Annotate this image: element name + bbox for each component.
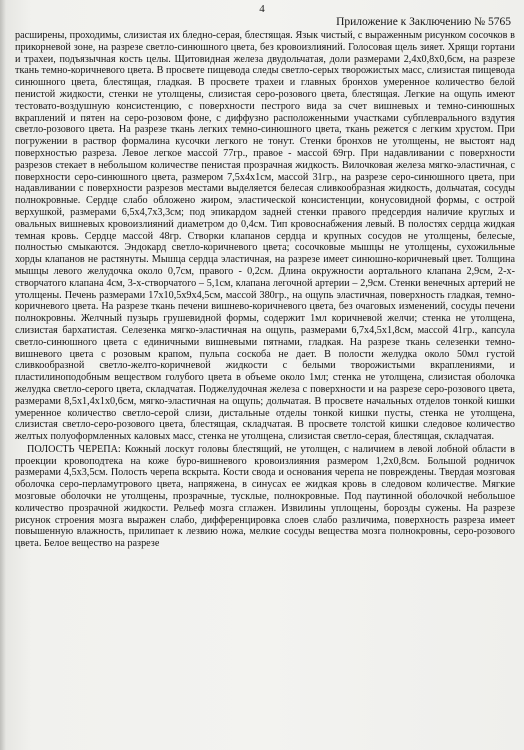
page-number: 4 bbox=[259, 3, 265, 15]
document-body bbox=[15, 30, 515, 550]
scan-edge-shadow bbox=[0, 0, 6, 750]
appendix-header: Приложение к Заключению № 5765 bbox=[336, 16, 511, 28]
paragraph-organs: расширены, проходимы, слизистая их бледно-серая, блестящая. Язык чистый, с выраженным рисунком сосочков в прикорневой зоне, на разрезе светло-синюшного цвета, без кровоизлияний. Голосовая щель зияет. Хрящи гортани и трахеи, подъязычная кость целы. Щитовидная железа двудольчатая, доли размерами 2,4х0,8х0,6см, на разрезе ткань темно-коричневого цвета. В просвете пищевода следы светло-серых творожистых масс, слизистая пищевода синюшного цвета, блестящая, гладкая. В просвете трахеи и главных бронхов умеренное количество белой пенистой жидкости, стенки не утолщены, слизистая серо-розового цвета, блестящая. Легкие на ощупь имеют тестовато-воздушную консистенцию, с поверхности пестрого вида за счет вишневых и темно-синюшных вкраплений и пятен на серо-розовом фоне, с диффузно расположенными участками субплеврального вздутия светло-розового цвета. На разрезе ткань легких темно-синюшного цвета, ткань режется с легким хрустом. При погружении в раствор формалина кусочки легкого не тонут. Стенки бронхов не утолщены, не выстоят над поверхностью разреза. Левое легкое массой 77гр., правое - массой 69гр. При надавливании с поверхности разрезов стекает в небольшом количестве пенистая прозрачная жидкость. Вилочковая железа мягко-эластичная, с поверхности серо-синюшного цвета, размером 7,5х4х1см, массой 31гр., на разрезе серо-синюшного цвета, при надавливании с поверхности разрезов местами выделяется белесая сливкообразная жидкость, дольчатая, сосуды полнокровные. Сердце слабо обложено жиром, эластической консистенции, конусовидной формы, с острой верхушкой, размерами 6,5х4,7х3,3см; под эпикардом задней стенки правого предсердия наличие круглых и овальных вишневых кровоизлияний диаметром до 0,4см. Тип кровоснабжения левый. В полостях сердца жидкая темная кровь. Сердце массой 48гр. Створки клапанов сердца и крупных сосудов не утолщены, белесые, полностью смыкаются. Эндокард светло-коричневого цвета; сосочковые мышцы не утолщены, сухожильные хорды клапанов не растянуты. Мышца сердца эластичная, на разрезе имеет синюшно-коричневый цвет. Толщина мышцы левого желудочка около 0,7см, правого - 0,2см. Длина окружности аортального клапана 2,9см, 2-х-створчатого клапана 4см, 3-х-створчатого – 5,1см, клапана легочной артерии – 2,9см. Стенки венечных артерий не утолщены. Печень размерами 17х10,5х9х4,5см, массой 380гр., на ощупь эластичная, поверхность гладкая, темно-коричневого цвета. На разрезе ткань печени вишнево-коричневого цвета, без очаговых изменений, сосуды печени полнокровны. Желчный пузырь грушевидной формы, содержит 1мл коричневой желчи; стенка не утолщена, слизистая бархатистая. Селезенка мягко-эластичная на ощупь, размерами 6,7х4,5х1,8см, массой 41гр., капсула светло-синюшного цвета с единичными вишневыми пятнами, гладкая. На разрезе ткань селезенки темно-вишневого цвета с розовым крапом, пульпа соскоба не дает. В полости желудка около 50мл густой сливкообразной светло-желто-коричневой жидкости с белыми творожистыми вкраплениями, и пластилиноподобным веществом голубого цвета в объеме около 1мл; стенка не утолщена, слизистая оболочка желудка светло-серого цвета, складчатая. Поджелудочная железа с поверхности и на разрезе серо-розового цвета, размерами 8,5х1,4х1х0,6см, мягко-эластичная на ощупь; дольчатая. В просвете начальных отделов тонкой кишки умеренное количество светло-серой слизи, дистальные отделы тонкой кишки пусты, стенка не утолщена, слизистая светло-серо-розового цвета, блестящая, складчатая. В просвете толстой кишки следовое количество желтых полуоформленных каловых масс, стенка не утолщена, слизистая светло-серая, блестящая, складчатая. bbox=[15, 30, 515, 443]
paragraph-skull-cavity: ПОЛОСТЬ ЧЕРЕПА: Кожный лоскут головы блестящий, не утолщен, с наличием в левой лобной области в проекции кровоподтека на коже буро-вишневого кровоизлияния размером 1,2х0,8см. Большой родничок размерами 4,5х3,5см. Полость черепа вскрыта. Кости свода и основания черепа не повреждены. Твердая мозговая оболочка серо-перламутрового цвета, напряжена, в синусах ее жидкая кровь в следовом количестве. Мягкие мозговые оболочки не утолщены, прозрачные, тусклые, полнокровные. Под паутинной оболочкой небольшое количество прозрачной жидкости. Рельеф мозга сглажен. Извилины уплощены, борозды сужены. На разрезе рисунок строения мозга выражен слабо, дифференцировка слоев слабо различима, поверхность разреза имеет повышенную влажность, прилипает к лезвию ножа, мелкие сосуды вещества мозга полнокровны, серо-розового цвета. Белое вещество на разрезе bbox=[15, 443, 515, 550]
